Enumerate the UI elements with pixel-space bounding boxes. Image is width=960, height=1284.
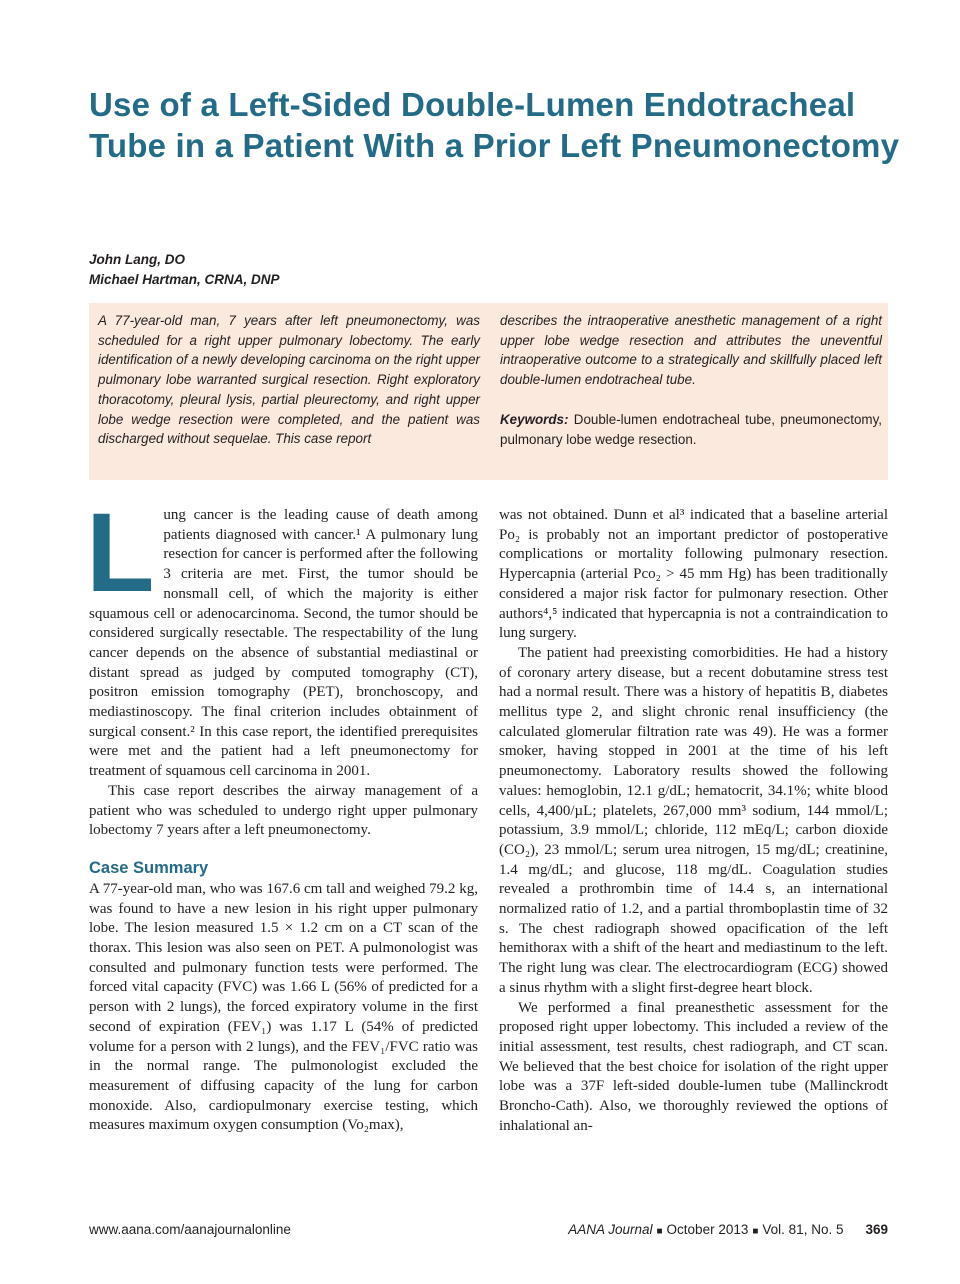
keywords (500, 410, 882, 449)
author-name: John Lang, DO (89, 252, 185, 267)
footer-journal: AANA Journal (568, 1222, 653, 1237)
page-footer (89, 1222, 888, 1242)
abstract-text-left: A 77-year-old man, 7 years after left pneumonectomy, was scheduled for a right upper pulmonary lobectomy. The early identification of a newly developing carcinoma on the right upper pulmonary lobe warranted surgical resection. Right exploratory thoracotomy, pleural lysis, partial pleurectomy, and right upper lobe wedge resection were completed, and the patient was discharged without sequelae. This case report (98, 313, 480, 447)
abstract-box (89, 303, 888, 480)
body-column-left (86, 490, 478, 1136)
footer-volume: Vol. 81, No. 5 (762, 1222, 844, 1237)
case-paragraph-3: We performed a final preanesthetic assessment for the proposed right upper lobectomy. This included a review of the initial assessment, test results, chest radiograph, and CT scan. We believed that the best choice for isolation of the right upper lobe was a 37F left-sided double-lumen tube (Mallinckrodt Broncho-Cath). Also, we thoroughly reviewed the options of inhalational an- (499, 999, 888, 1134)
drop-cap: L (86, 490, 155, 615)
footer-date: October 2013 (666, 1222, 749, 1237)
intro-paragraph-2: This case report describes the airway management of a patient who was scheduled to undergo right upper pulmonary lobectomy 7 years after a left pneumonectomy. (89, 782, 478, 839)
keywords-label: Keywords: (500, 411, 569, 427)
footer-separator: ■ (752, 1226, 759, 1237)
intro-paragraph-text: ung cancer is the leading cause of death among patients diagnosed with cancer.¹ A pulmonary lung resection for cancer is performed after the following 3 criteria are met. First, the tumor should be nonsmall cell, of which the majority is either squamous cell or adenocarcinoma. Second, the tumor should be considered surgically resectable. The respectability of the lung cancer depends on the absence of substantial mediastinal or distant spread as judged by computed tomography (CT), positron emission tomography (PET), bronchoscopy, and mediastinoscopy. The final criterion includes obtainment of surgical consent.² In this case report, the identified prerequisites were met and the patient had a left pneumonectomy for treatment of squamous cell carcinoma in 2001. (89, 507, 478, 780)
page-number: 369 (865, 1222, 888, 1237)
case-paragraph-1: A 77-year-old man, who was 167.6 cm tall and weighed 79.2 kg, was found to have a new lesion in his right upper pulmonary lobe. The lesion measured 1.5 × 1.2 cm on a CT scan of the thorax. This lesion was also seen on PET. A pulmonologist was consulted and pulmonary function tests were performed. The forced vital capacity (FVC) was 1.66 L (56% of predicted for a person with 2 lungs), the forced expiratory volume in the first second of expiration (FEV₁) was 1.17 L (54% of predicted volume for a person with 2 lungs), and the FEV₁/FVC ratio was in the normal range. The pulmonologist excluded the measurement of diffusing capacity of the lung for carbon monoxide. Also, cardiopulmonary exercise testing, which measures maximum oxygen consumption (Vo₂max), (89, 880, 478, 1134)
footer-separator: ■ (656, 1226, 663, 1237)
author-name: Michael Hartman, CRNA, DNP (89, 272, 280, 287)
case-paragraph-2: The patient had preexisting comorbidities. He had a history of coronary artery disease, but a recent dobutamine stress test had a normal result. There was a history of hepatitis B, diabetes mellitus type 2, and slight chronic renal insufficiency (the calculated glomerular filtration rate was 49). He was a former smoker, having stopped in 2001 at the time of his left pneumonectomy. Laboratory results showed the following values: hemoglobin, 12.1 g/dL; hematocrit, 34.1%; white blood cells, 4,400/µL; platelets, 267,000 mm³ sodium, 144 mmol/L; potassium, 3.9 mmol/L; chloride, 112 mEq/L; carbon dioxide (CO₂), 23 mmol/L; serum urea nitrogen, 15 mg/dL; creatinine, 1.4 mg/dL; and glucose, 118 mg/dL. Coagulation studies revealed a prothrombin time of 14.4 s, an international normalized ratio of 1.2, and a partial thromboplastin time of 32 s. The chest radiograph showed opacification of the left hemithorax with a shift of the heart and mediastinum to the left. The right lung was clear. The electrocardiogram (ECG) showed a sinus rhythm with a slight first-degree heart block. (499, 644, 888, 996)
intro-paragraph (86, 490, 478, 782)
keywords-text: Double-lumen endotracheal tube, pneumonectomy, pulmonary lobe wedge resection. (500, 411, 882, 447)
section-heading-case-summary: Case Summary (89, 858, 209, 877)
abstract-text-right: describes the intraoperative anesthetic management of a right upper lobe wedge resection and attributes the uneventful intraoperative outcome to a strategically and skillfully placed left double-lumen endotracheal tube. (500, 313, 882, 388)
body-column-right (499, 506, 888, 1137)
author-list (89, 250, 280, 290)
footer-url[interactable]: www.aana.com/aanajournalonline (89, 1222, 291, 1237)
article-title: Use of a Left-Sided Double-Lumen Endotracheal Tube in a Patient With a Prior Left Pneumonectomy (89, 86, 900, 164)
abstract-right-column (500, 311, 882, 449)
footer-citation (568, 1222, 888, 1237)
case-paragraph-1-continued: was not obtained. Dunn et al³ indicated that a baseline arterial Po₂ is probably not an important predictor of postoperative complications or mortality following pulmonary resection. Hypercapnia (arterial Pco₂ > 45 mm Hg) has been traditionally considered a major risk factor for pulmonary resection. Other authors⁴,⁵ indicated that hypercapnia is not a contraindication to lung surgery. (499, 507, 888, 642)
